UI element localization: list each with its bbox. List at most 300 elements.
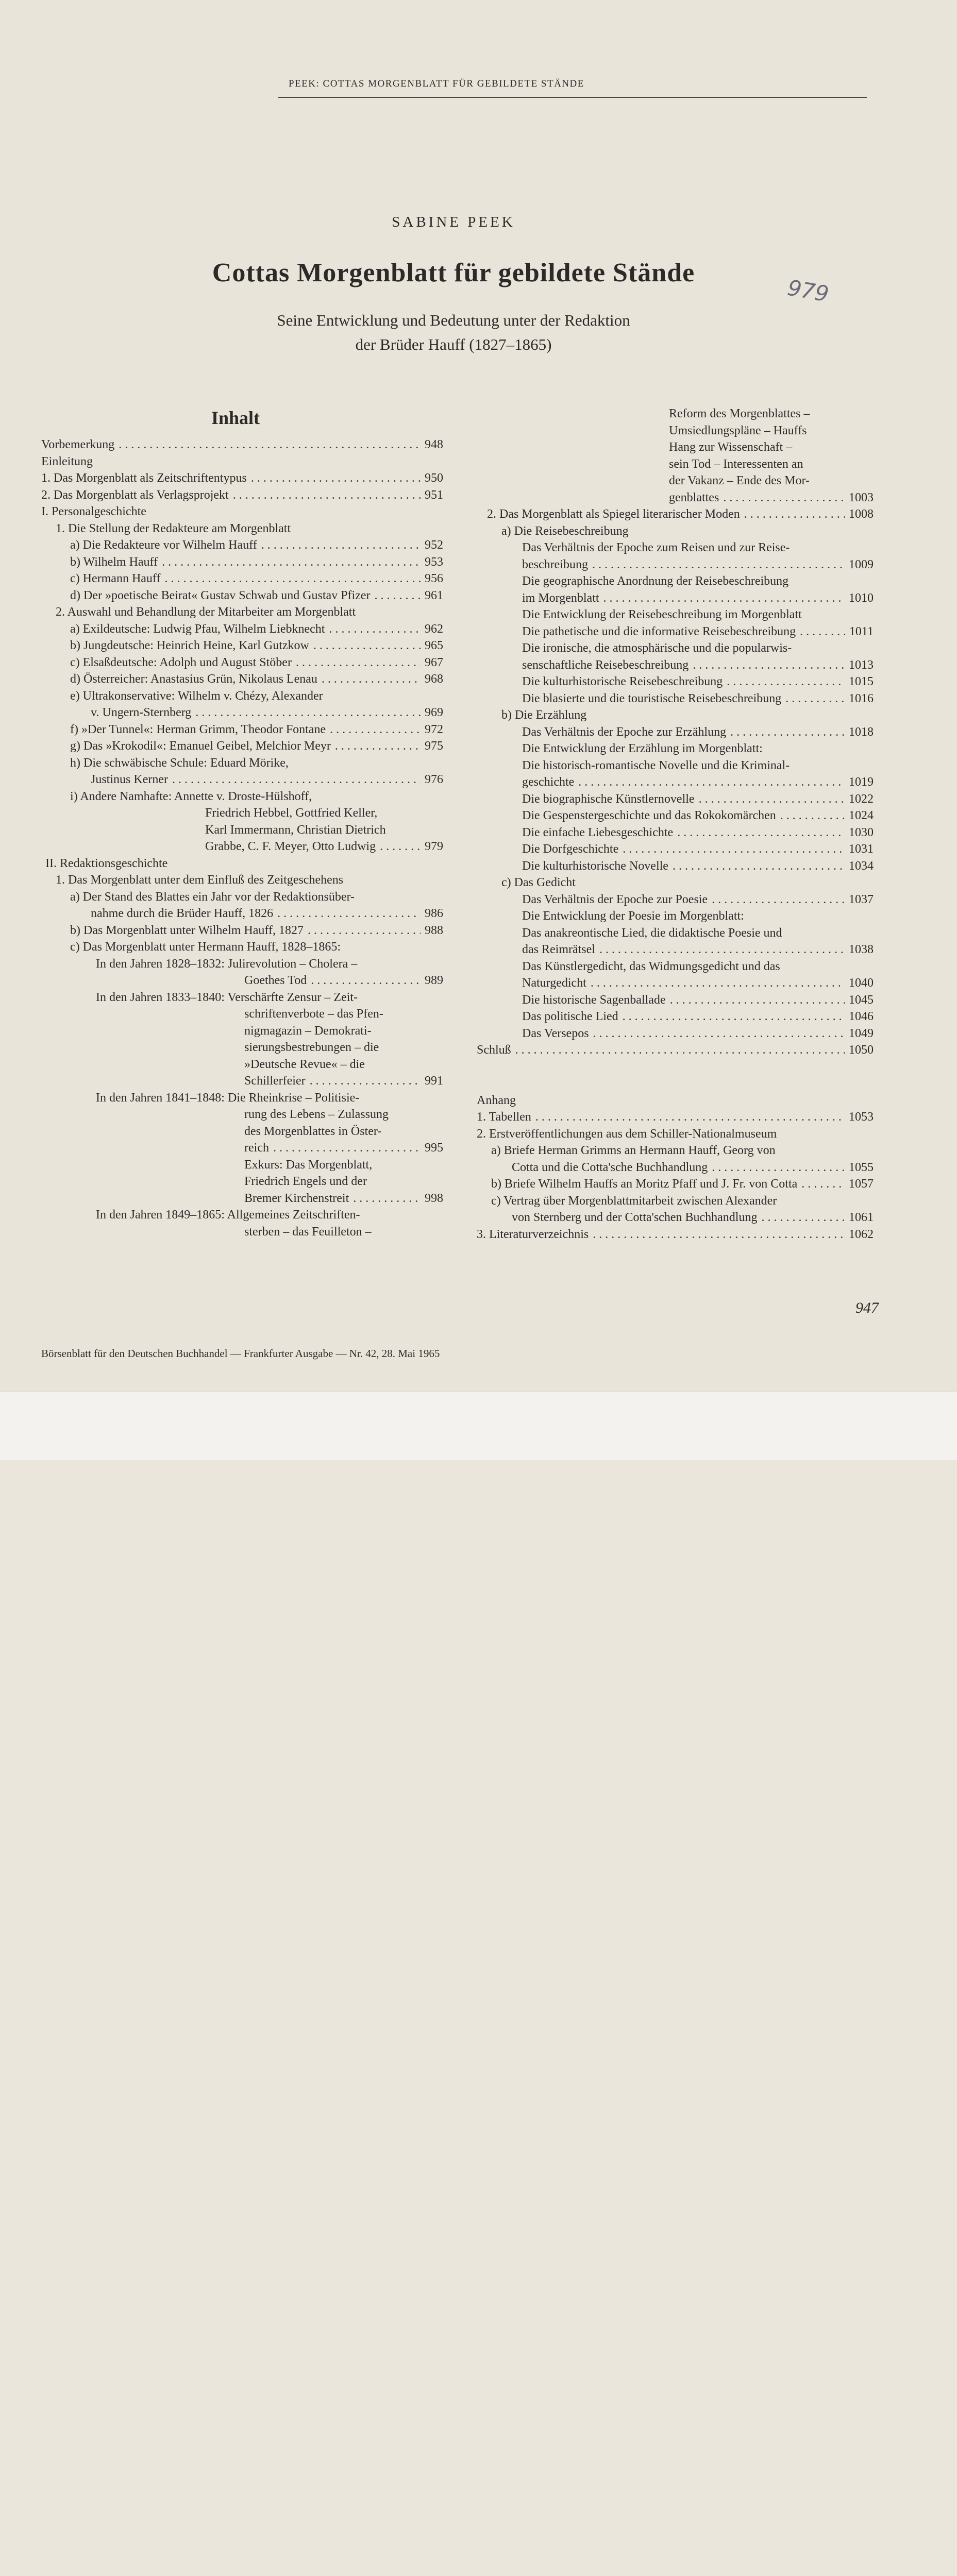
toc-entry-text: 3. Literaturverzeichnis: [477, 1227, 589, 1241]
toc-leader-dots: [712, 893, 845, 907]
toc-page-number: 1045: [849, 993, 874, 1007]
toc-leader-dots: [623, 1010, 845, 1024]
toc-entry-text: In den Jahren 1833–1840: Verschärfte Zensur – Zeit-: [96, 990, 358, 1004]
toc-entry-text: Die ironische, die atmosphärische und die popularwis-: [522, 641, 792, 655]
toc-entry: [477, 608, 874, 625]
toc-entry: [41, 1041, 443, 1058]
toc-page-number: 1030: [849, 825, 874, 839]
toc-leader-dots: [330, 723, 421, 737]
toc-entry-text: Die geographische Anordnung der Reisebeschreibung: [522, 574, 789, 588]
toc-entry-text: b) Jungdeutsche: Heinrich Heine, Karl Gutzkow: [70, 639, 309, 652]
toc-entry-text: g) Das »Krokodil«: Emanuel Geibel, Melchior Meyr: [70, 739, 331, 753]
toc-entry-text: b) Briefe Wilhelm Hauffs an Moritz Pfaff und J. Fr. von Cotta: [491, 1177, 798, 1191]
toc-page-number: 1016: [849, 691, 874, 705]
toc-entry-text: 2. Das Morgenblatt als Verlagsprojekt: [41, 488, 229, 502]
toc-leader-dots: [162, 555, 421, 569]
toc-entry: [477, 826, 874, 843]
toc-entry: [41, 857, 443, 874]
toc-entry-text: 2. Erstveröffentlichungen aus dem Schiller-Nationalmuseum: [477, 1127, 777, 1141]
toc-page-number: 961: [425, 588, 443, 602]
toc-entry: [41, 589, 443, 606]
toc-leader-dots: [800, 625, 845, 639]
toc-entry-text: das Reimrätsel: [522, 943, 595, 956]
toc-leader-dots: [723, 491, 845, 505]
toc-entry-text: nahme durch die Brüder Hauff, 1826: [91, 907, 274, 920]
toc-leader-dots: [591, 976, 845, 990]
toc-entry-text: b) Die Erzählung: [501, 708, 587, 722]
toc-entry: [41, 756, 443, 773]
toc-entry-text: Einleitung: [41, 454, 93, 468]
toc-entry-text: 2. Das Morgenblatt als Spiegel literarischer Moden: [487, 507, 740, 521]
toc-entry-text: sierungsbestrebungen – die: [244, 1041, 379, 1054]
toc-entry-text: Die historische Sagenballade: [522, 993, 666, 1007]
toc-leader-dots: [515, 1043, 845, 1057]
toc-page-number: 1049: [849, 1026, 874, 1040]
page-number: 947: [855, 1299, 879, 1316]
toc-leader-dots: [744, 507, 845, 521]
toc-leader-dots: [670, 993, 845, 1007]
toc-entry: [477, 1043, 874, 1060]
toc-page-number: 988: [425, 923, 443, 937]
toc-entry-text: c) Das Gedicht: [501, 876, 576, 889]
toc-page-number: 976: [425, 773, 443, 786]
toc-entry-text: Das Verhältnis der Epoche zur Erzählung: [522, 725, 727, 739]
toc-entry-text: Die Dorfgeschichte: [522, 842, 619, 856]
toc-page-number: 951: [425, 488, 443, 502]
toc-entry-text: im Morgenblatt: [522, 591, 599, 605]
toc-entry: [41, 773, 443, 790]
toc-entry: [477, 558, 874, 575]
toc-entry: [477, 1228, 874, 1245]
toc-entry-text: Anhang: [477, 1093, 516, 1107]
toc-page-number: 1022: [849, 792, 874, 806]
toc-entry-text: der Vakanz – Ende des Mor-: [669, 474, 810, 487]
toc-entry: [41, 974, 443, 991]
toc-page-number: 950: [425, 471, 443, 485]
toc-entry: [41, 1175, 443, 1192]
toc-entry-text: Goethes Tod: [244, 974, 307, 987]
toc-page-number: 998: [425, 1191, 443, 1205]
toc-leader-dots: [251, 471, 421, 485]
toc-entry-text: h) Die schwäbische Schule: Eduard Mörike,: [70, 756, 289, 770]
toc-leader-dots: [277, 907, 421, 921]
toc-entry: [477, 675, 874, 692]
toc-entry: [477, 1010, 874, 1027]
toc-page-number: 1009: [849, 557, 874, 571]
toc-entry: [477, 960, 874, 977]
toc-entry-text: reich: [244, 1141, 269, 1155]
toc-entry-text: Die Gespenstergeschichte und das Rokokomärchen: [522, 809, 776, 822]
toc-entry-text: Das Versepos: [522, 1026, 589, 1040]
toc-entry: [41, 924, 443, 941]
article-subtitle: [0, 308, 907, 357]
toc-entry-text: Die Entwicklung der Reisebeschreibung im Morgenblatt: [522, 608, 802, 621]
toc-leader-dots: [164, 572, 421, 586]
toc-page-number: 1055: [849, 1160, 874, 1174]
toc-entry: [477, 809, 874, 826]
toc-entry: [41, 1158, 443, 1175]
toc-leader-dots: [603, 591, 845, 605]
toc-entry: [41, 1192, 443, 1209]
toc-leader-dots: [593, 1228, 845, 1242]
toc-leader-dots: [172, 773, 421, 787]
toc-entry-text: rung des Lebens – Zulassung: [244, 1108, 389, 1121]
toc-entry-text: Die kulturhistorische Novelle: [522, 859, 668, 873]
toc-leader-dots: [592, 558, 845, 572]
toc-entry-text: I. Personalgeschichte: [41, 505, 146, 518]
toc-entry-text: Die Entwicklung der Poesie im Morgenblatt:: [522, 909, 744, 923]
toc-entry-text: a) Die Redakteure vor Wilhelm Hauff: [70, 538, 257, 552]
toc-leader-dots: [119, 438, 421, 452]
toc-entry: [477, 457, 874, 474]
toc-entry-text: beschreibung: [522, 557, 588, 571]
toc-entry: [477, 1027, 874, 1044]
running-head: PEEK: COTTAS MORGENBLATT FÜR GEBILDETE STÄNDE: [289, 78, 584, 89]
toc-leader-dots: [673, 859, 845, 873]
toc-entry: [477, 1127, 874, 1144]
toc-leader-dots: [535, 1110, 845, 1124]
toc-entry: [41, 672, 443, 689]
toc-page-number: 1062: [849, 1227, 874, 1241]
toc-entry-text: schriftenverbote – das Pfen-: [244, 1007, 383, 1021]
toc-entry-text: Justinus Kerner: [91, 773, 168, 786]
toc-entry: [477, 407, 874, 424]
toc-leader-dots: [677, 826, 845, 840]
author-name: SABINE PEEK: [392, 214, 515, 230]
toc-page-number: 1057: [849, 1177, 874, 1191]
toc-page-number: 1003: [849, 490, 874, 504]
toc-entry: [477, 909, 874, 926]
toc-entry: [477, 658, 874, 675]
toc-entry: [477, 641, 874, 658]
toc-entry: [41, 957, 443, 974]
toc-entry: [41, 488, 443, 505]
toc-entry-text: II. Redaktionsgeschichte: [45, 856, 168, 870]
toc-page-number: 1015: [849, 675, 874, 688]
toc-entry: [477, 541, 874, 558]
toc-entry-text: 1. Tabellen: [477, 1110, 531, 1124]
toc-entry: [41, 639, 443, 656]
toc-page-number: 995: [425, 1141, 443, 1155]
toc-entry: [477, 725, 874, 742]
toc-page-number: 1053: [849, 1110, 874, 1124]
toc-page-number: 1050: [849, 1043, 874, 1057]
toc-left-column: [41, 438, 443, 1242]
toc-entry-text: Die Entwicklung der Erzählung im Morgenblatt:: [522, 742, 763, 755]
toc-entry-text: sein Tod – Interessenten an: [669, 457, 803, 471]
toc-entry: [41, 739, 443, 756]
toc-leader-dots: [335, 739, 421, 753]
toc-page-number: 1046: [849, 1010, 874, 1023]
toc-entry-text: In den Jahren 1849–1865: Allgemeines Zeitschriften-: [96, 1208, 360, 1222]
toc-entry: [477, 1094, 874, 1111]
toc-entry-text: c) Das Morgenblatt unter Hermann Hauff, 1828–1865:: [70, 940, 341, 954]
toc-entry: [477, 759, 874, 776]
toc-page-number: 1031: [849, 842, 874, 856]
toc-entry: [41, 538, 443, 555]
toc-leader-dots: [699, 792, 845, 806]
toc-leader-dots: [801, 1177, 845, 1191]
toc-entry: [41, 1091, 443, 1108]
toc-entry: [41, 706, 443, 723]
toc-leader-dots: [623, 842, 845, 856]
toc-leader-dots: [353, 1192, 421, 1206]
toc-entry: [477, 574, 874, 591]
toc-entry: [477, 1161, 874, 1178]
toc-entry: [477, 708, 874, 725]
toc-entry: [41, 840, 443, 857]
toc-entry-text: In den Jahren 1828–1832: Julirevolution – Cholera –: [96, 957, 358, 971]
toc-page-number: 956: [425, 572, 443, 585]
header-rule: [278, 97, 867, 98]
toc-entry-text: Das Verhältnis der Epoche zur Poesie: [522, 892, 708, 906]
toc-page-number: 1011: [849, 624, 874, 638]
toc-entry: [41, 1141, 443, 1158]
toc-entry-text: v. Ungern-Sternberg: [91, 706, 192, 719]
toc-right-column: [477, 407, 874, 1244]
toc-entry: [41, 1225, 443, 1242]
toc-entry-text: 2. Auswahl und Behandlung der Mitarbeiter am Morgenblatt: [56, 605, 356, 619]
toc-entry-text: f) »Der Tunnel«: Herman Grimm, Theodor Fontane: [70, 722, 326, 736]
toc-entry: [41, 1074, 443, 1091]
toc-leader-dots: [730, 725, 845, 739]
toc-entry-text: a) Briefe Herman Grimms an Hermann Hauff, Georg von: [491, 1144, 776, 1157]
toc-entry-text: e) Ultrakonservative: Wilhelm v. Chézy, Alexander: [70, 689, 323, 703]
toc-leader-dots: [712, 1161, 845, 1175]
toc-entry: [477, 1177, 874, 1194]
toc-entry-text: Die einfache Liebesgeschichte: [522, 825, 674, 839]
toc-entry: [477, 440, 874, 457]
toc-page-number: 968: [425, 672, 443, 686]
toc-leader-dots: [313, 639, 421, 653]
toc-page-number: 952: [425, 538, 443, 552]
toc-entry-text: 1. Das Morgenblatt als Zeitschriftentypus: [41, 471, 247, 485]
toc-entry: [41, 522, 443, 539]
toc-entry: [477, 1077, 874, 1094]
toc-page-number: 975: [425, 739, 443, 753]
toc-entry-text: Das anakreontische Lied, die didaktische Poesie und: [522, 926, 782, 940]
toc-entry-text: Karl Immermann, Christian Dietrich: [205, 823, 386, 837]
toc-entry: [41, 1007, 443, 1024]
toc-entry: [41, 555, 443, 572]
toc-entry: [41, 438, 443, 455]
toc-entry-text: 1. Die Stellung der Redakteure am Morgenblatt: [56, 521, 291, 535]
toc-entry: [477, 742, 874, 759]
toc-entry-text: a) Die Reisebeschreibung: [501, 524, 629, 538]
toc-entry: [477, 692, 874, 709]
toc-leader-dots: [785, 692, 845, 706]
toc-entry-text: a) Exildeutsche: Ludwig Pfau, Wilhelm Liebknecht: [70, 622, 325, 636]
toc-page-number: 1010: [849, 591, 874, 605]
toc-entry: [477, 524, 874, 541]
toc-entry: [477, 625, 874, 642]
toc-page-number: 1008: [849, 507, 874, 521]
toc-page-number: 1037: [849, 892, 874, 906]
toc-entry: [41, 455, 443, 472]
toc-page-number: 986: [425, 907, 443, 920]
toc-page-number: 1061: [849, 1211, 874, 1224]
toc-entry: [41, 605, 443, 622]
toc-entry: [477, 491, 874, 508]
toc-entry: [477, 1144, 874, 1161]
toc-entry-text: b) Das Morgenblatt unter Wilhelm Hauff, 1827: [70, 923, 304, 937]
toc-entry-text: Das Verhältnis der Epoche zum Reisen und zur Reise-: [522, 541, 790, 554]
toc-page-number: 979: [425, 840, 443, 853]
viewer-bar: [0, 1391, 957, 1460]
toc-page-number: 962: [425, 622, 443, 636]
toc-entry-text: »Deutsche Revue« – die: [244, 1057, 365, 1071]
toc-leader-dots: [727, 675, 845, 689]
toc-page-number: 972: [425, 722, 443, 736]
toc-entry-text: Schillerfeier: [244, 1074, 306, 1088]
toc-entry: [477, 775, 874, 792]
toc-leader-dots: [329, 622, 421, 636]
toc-entry-text: Grabbe, C. F. Meyer, Otto Ludwig: [205, 840, 376, 853]
toc-leader-dots: [311, 974, 421, 988]
toc-entry: [477, 424, 874, 441]
toc-entry: [477, 474, 874, 491]
toc-entry-text: Die pathetische und die informative Reisebeschreibung: [522, 624, 796, 638]
toc-entry-text: Friedrich Hebbel, Gottfried Keller,: [205, 806, 378, 820]
toc-entry: [477, 943, 874, 960]
toc-entry: [41, 723, 443, 740]
toc-entry: [41, 823, 443, 840]
toc-page-number: 965: [425, 639, 443, 652]
toc-entry-text: Schluß: [477, 1043, 511, 1057]
toc-entry-text: Die biographische Künstlernovelle: [522, 792, 695, 806]
toc-page-number: 1018: [849, 725, 874, 739]
toc-entry: [41, 1125, 443, 1142]
toc-entry-text: c) Elsaßdeutsche: Adolph und August Stöber: [70, 655, 292, 669]
toc-leader-dots: [233, 488, 421, 502]
toc-entry: [477, 976, 874, 993]
toc-entry-text: Das Künstlergedicht, das Widmungsgedicht und das: [522, 959, 780, 973]
toc-entry-text: Die blasierte und die touristische Reisebeschreibung: [522, 691, 782, 705]
toc-entry: [41, 1058, 443, 1075]
toc-entry-text: Bremer Kirchenstreit: [244, 1191, 349, 1205]
toc-leader-dots: [593, 1027, 845, 1041]
toc-entry: [477, 1060, 874, 1077]
toc-leader-dots: [780, 809, 845, 823]
toc-entry: [41, 1208, 443, 1225]
toc-entry: [41, 991, 443, 1008]
toc-entry-text: Das politische Lied: [522, 1010, 618, 1023]
toc-entry-text: i) Andere Namhafte: Annette v. Droste-Hülshoff,: [70, 789, 312, 803]
toc-leader-dots: [308, 924, 421, 938]
toc-entry-text: c) Hermann Hauff: [70, 572, 161, 585]
toc-entry-text: Reform des Morgenblattes –: [669, 407, 810, 420]
toc-page-number: 948: [425, 438, 443, 451]
toc-entry: [477, 792, 874, 809]
toc-entry: [41, 572, 443, 589]
toc-leader-dots: [578, 775, 845, 789]
toc-entry-text: Cotta und die Cotta'sche Buchhandlung: [512, 1160, 708, 1174]
toc-entry-text: In den Jahren 1841–1848: Die Rheinkrise – Politisie-: [96, 1091, 360, 1105]
toc-entry-text: Naturgedicht: [522, 976, 586, 990]
toc-page-number: 1019: [849, 775, 874, 789]
toc-entry-text: Umsiedlungspläne – Hauffs: [669, 423, 807, 437]
toc-entry: [477, 859, 874, 876]
toc-heading: Inhalt: [211, 408, 260, 428]
toc-entry-text: d) Österreicher: Anastasius Grün, Nikolaus Lenau: [70, 672, 317, 686]
toc-entry: [41, 656, 443, 673]
toc-entry-text: sterben – das Feuilleton –: [244, 1225, 372, 1239]
toc-entry-text: geschichte: [522, 775, 575, 789]
toc-leader-dots: [761, 1211, 845, 1225]
toc-leader-dots: [310, 1074, 421, 1088]
toc-page-number: 953: [425, 555, 443, 569]
subtitle-line: der Brüder Hauff (1827–1865): [355, 335, 552, 353]
toc-entry: [41, 622, 443, 639]
toc-entry-text: Hang zur Wissenschaft –: [669, 440, 793, 454]
toc-entry-text: d) Der »poetische Beirat« Gustav Schwab und Gustav Pfizer: [70, 588, 371, 602]
toc-page-number: 989: [425, 974, 443, 987]
toc-entry-text: 1. Das Morgenblatt unter dem Einfluß des Zeitgeschehens: [56, 873, 344, 887]
publication-footer: Börsenblatt für den Deutschen Buchhandel — Frankfurter Ausgabe — Nr. 42, 28. Mai 1965: [41, 1347, 440, 1360]
toc-entry: [477, 1110, 874, 1127]
toc-entry: [477, 993, 874, 1010]
toc-page-number: 991: [425, 1074, 443, 1088]
toc-entry-text: nigmagazin – Demokrati-: [244, 1024, 372, 1038]
handwritten-note: 979: [785, 275, 831, 307]
toc-entry-text: Die historisch-romantische Novelle und die Kriminal-: [522, 758, 790, 772]
toc-leader-dots: [322, 672, 421, 686]
toc-entry-text: Die kulturhistorische Reisebeschreibung: [522, 675, 723, 688]
toc-page-number: 1040: [849, 976, 874, 990]
toc-entry: [41, 890, 443, 907]
toc-entry: [41, 873, 443, 890]
toc-leader-dots: [375, 589, 421, 603]
toc-entry: [41, 806, 443, 823]
subtitle-line: Seine Entwicklung und Bedeutung unter der Redaktion: [277, 311, 630, 329]
toc-entry: [41, 907, 443, 924]
toc-entry-text: c) Vertrag über Morgenblattmitarbeit zwischen Alexander: [491, 1194, 777, 1208]
toc-entry-text: des Morgenblattes in Öster-: [244, 1124, 382, 1138]
toc-leader-dots: [599, 943, 845, 957]
toc-entry: [477, 507, 874, 524]
toc-leader-dots: [195, 706, 421, 720]
toc-entry: [41, 1024, 443, 1041]
toc-entry: [477, 893, 874, 910]
toc-entry-text: Vorbemerkung: [41, 438, 115, 451]
toc-entry: [477, 926, 874, 943]
toc-leader-dots: [296, 656, 421, 670]
toc-page-number: 1038: [849, 943, 874, 956]
toc-entry: [41, 1108, 443, 1125]
toc-entry: [477, 1194, 874, 1211]
toc-leader-dots: [261, 538, 421, 552]
toc-entry-text: Exkurs: Das Morgenblatt,: [244, 1158, 373, 1172]
toc-leader-dots: [380, 840, 421, 854]
toc-entry-text: b) Wilhelm Hauff: [70, 555, 158, 569]
toc-entry-text: von Sternberg und der Cotta'schen Buchhandlung: [512, 1211, 758, 1224]
toc-entry-text: a) Der Stand des Blattes ein Jahr vor der Redaktionsüber-: [70, 890, 355, 904]
article-title: Cottas Morgenblatt für gebildete Stände: [212, 258, 695, 287]
toc-page-number: 1013: [849, 658, 874, 672]
toc-entry: [477, 842, 874, 859]
toc-entry: [41, 505, 443, 522]
toc-entry-text: Friedrich Engels und der: [244, 1175, 367, 1188]
toc-leader-dots: [273, 1141, 421, 1155]
toc-entry: [41, 689, 443, 706]
toc-page-number: 1024: [849, 809, 874, 822]
toc-entry: [477, 876, 874, 893]
toc-page-number: 969: [425, 706, 443, 719]
toc-entry: [41, 940, 443, 957]
toc-entry: [477, 1211, 874, 1228]
toc-entry: [41, 471, 443, 488]
toc-entry-text: senschaftliche Reisebeschreibung: [522, 658, 689, 672]
